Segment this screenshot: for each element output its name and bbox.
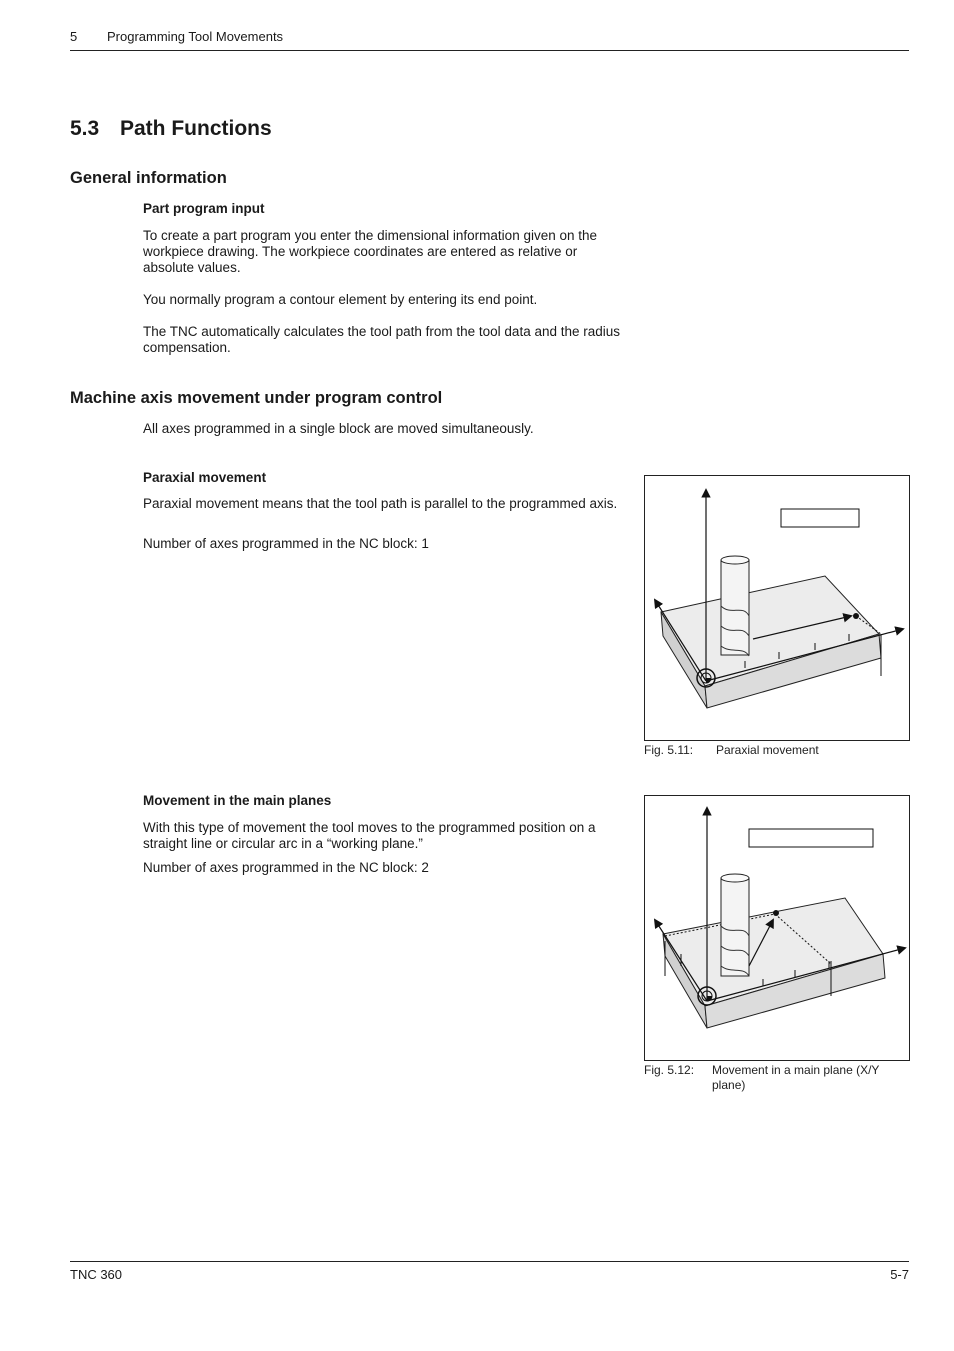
footer-rule bbox=[70, 1261, 909, 1262]
section-title-text: Path Functions bbox=[120, 117, 272, 140]
main-plane-diagram bbox=[645, 796, 909, 1060]
main-planes-heading: Movement in the main planes bbox=[143, 793, 332, 808]
section-number: 5.3 bbox=[70, 117, 100, 140]
main-planes-para-2: Number of axes programmed in the NC block: 2 bbox=[143, 860, 429, 875]
general-info-heading: General information bbox=[70, 169, 227, 187]
figure-5-11-caption: Paraxial movement bbox=[716, 743, 819, 757]
general-info-para-3: The TNC automatically calculates the tool path from the tool data and the radius compensation. bbox=[143, 324, 621, 355]
paraxial-para-1: Paraxial movement means that the tool path is parallel to the programmed axis. bbox=[143, 496, 618, 511]
machine-axis-heading: Machine axis movement under program control bbox=[70, 389, 443, 407]
general-info-para-1: To create a part program you enter the dimensional information given on the workpiece drawing. The workpiece coordinates are entered as relative or absolute values. bbox=[143, 228, 598, 275]
header-rule bbox=[70, 50, 909, 51]
general-info-para-2: You normally program a contour element by entering its end point. bbox=[143, 292, 538, 307]
figure-5-12-label: Fig. 5.12: bbox=[644, 1063, 695, 1077]
part-program-heading: Part program input bbox=[143, 201, 265, 216]
chapter-title: Programming Tool Movements bbox=[107, 29, 284, 44]
machine-axis-para: All axes programmed in a single block are moved simultaneously. bbox=[143, 421, 534, 436]
chapter-number: 5 bbox=[70, 29, 78, 44]
figure-main-plane-movement bbox=[644, 795, 910, 1061]
footer-manual-name: TNC 360 bbox=[70, 1267, 123, 1282]
footer-page-number: 5-7 bbox=[890, 1267, 909, 1282]
paraxial-para-2: Number of axes programmed in the NC block: 1 bbox=[143, 536, 429, 551]
main-planes-para-1: With this type of movement the tool moves to the programmed position on a straight line or circular arc in a “working plane.” bbox=[143, 820, 596, 851]
figure-5-12-caption: Movement in a main plane (X/Y plane) bbox=[712, 1063, 880, 1092]
figure-5-11-label: Fig. 5.11: bbox=[644, 743, 694, 757]
paraxial-diagram bbox=[645, 476, 909, 740]
paraxial-heading: Paraxial movement bbox=[143, 470, 267, 485]
section-title bbox=[70, 117, 272, 141]
figure-paraxial-movement bbox=[644, 475, 910, 741]
